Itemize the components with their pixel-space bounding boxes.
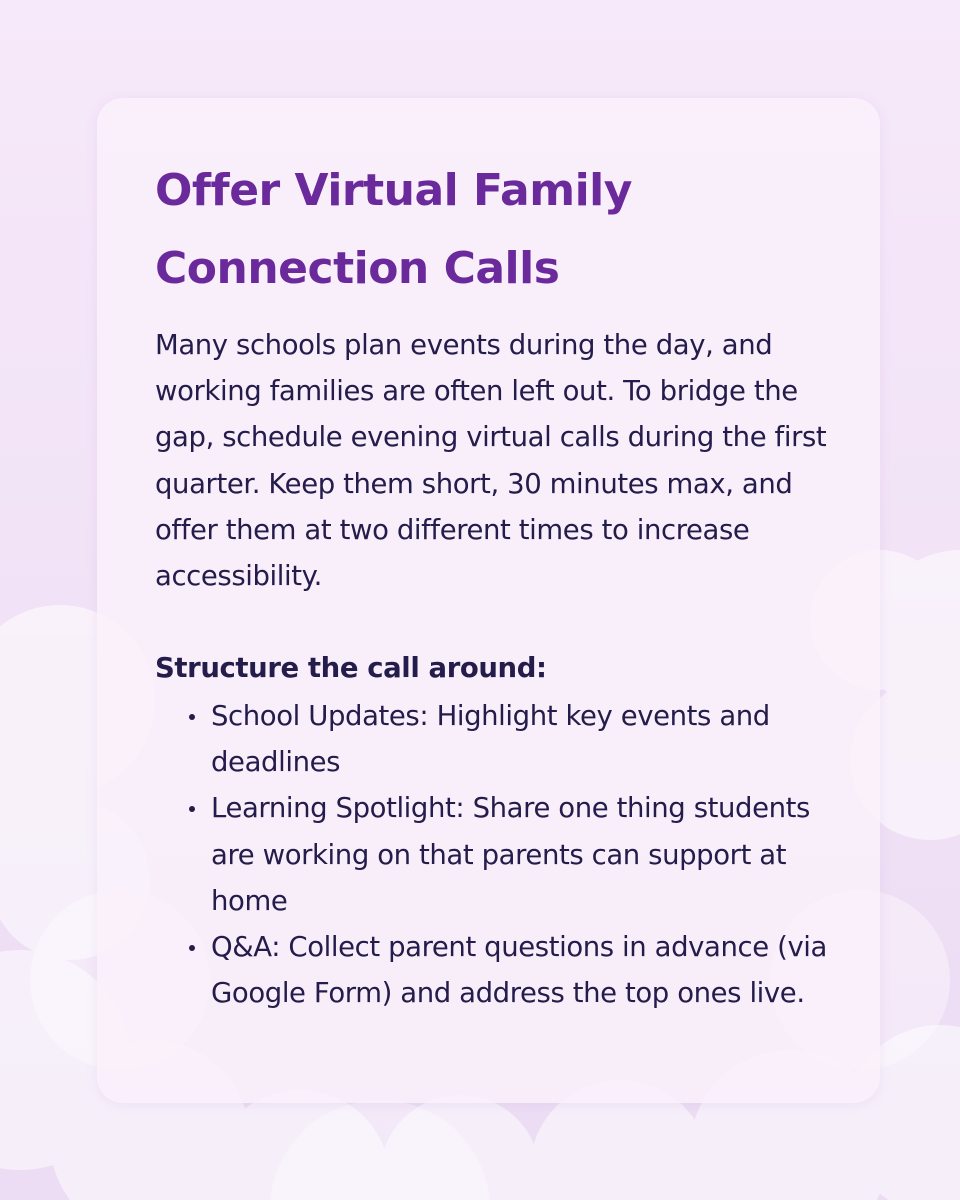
bullet-icon bbox=[189, 945, 195, 951]
list-item bbox=[211, 693, 831, 785]
list-item-text: School Updates: Highlight key events and deadlines bbox=[211, 700, 770, 779]
page-title: Offer Virtual Family Connection Calls bbox=[155, 165, 632, 294]
list-item bbox=[211, 785, 831, 924]
bullet-icon bbox=[189, 714, 195, 720]
bullet-list bbox=[211, 693, 831, 1016]
intro-paragraph: Many schools plan events during the day, and working families are often left out. To bridge the gap, schedule evening virtual calls during the first quarter. Keep them short, 30 minutes max, and offer them at two different times to increase accessibility. bbox=[155, 329, 827, 593]
list-item-text: Q&A: Collect parent questions in advance (via Google Form) and address the top ones live. bbox=[211, 931, 828, 1010]
list-item-text: Learning Spotlight: Share one thing students are working on that parents can support at home bbox=[211, 792, 810, 917]
list-item bbox=[211, 924, 831, 1016]
section-heading: Structure the call around: bbox=[155, 652, 547, 684]
